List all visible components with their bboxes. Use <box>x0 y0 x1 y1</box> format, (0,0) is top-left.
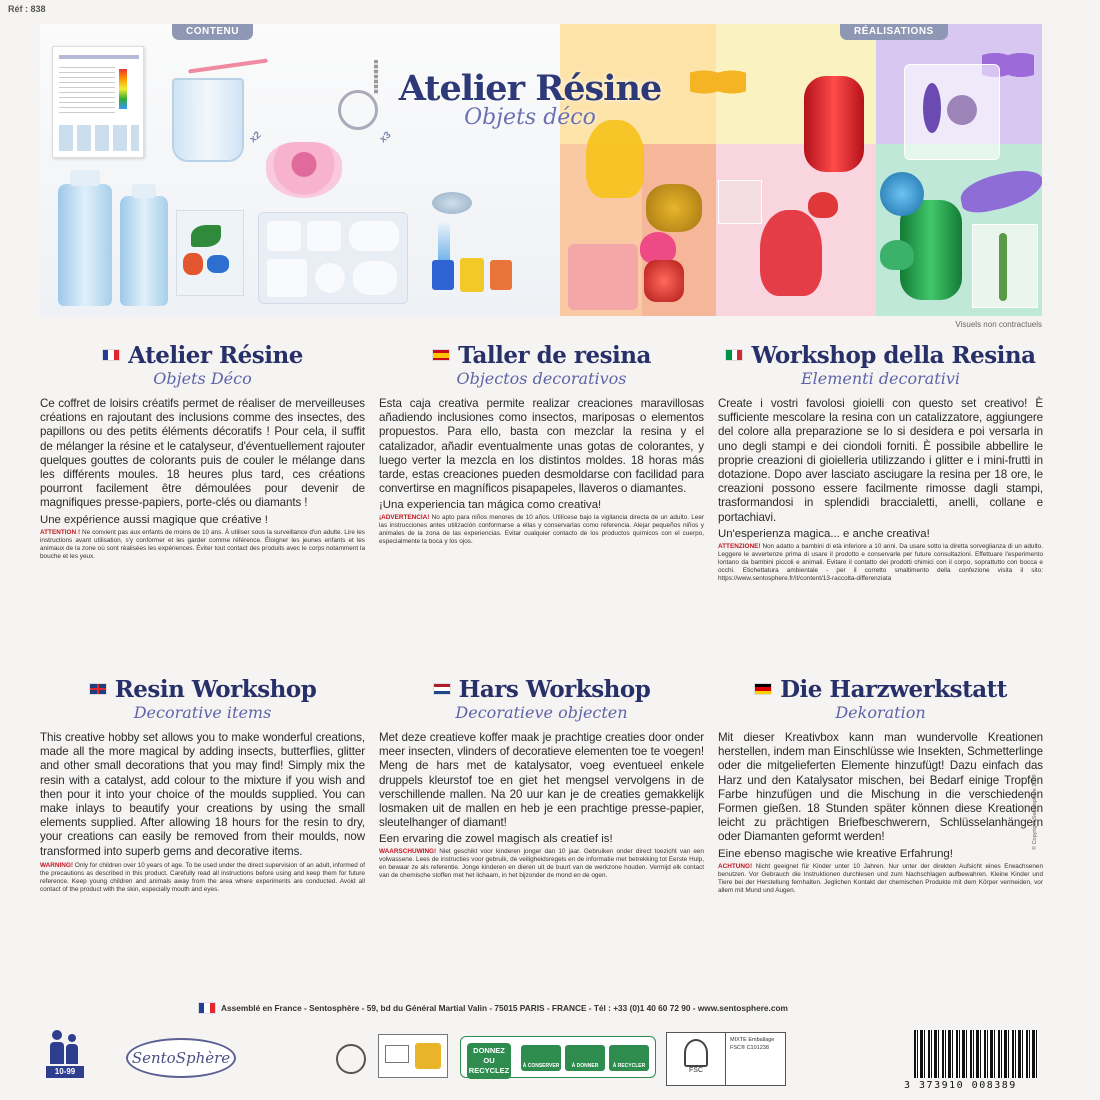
block-title: Hars Workshop <box>458 675 651 703</box>
block-nl <box>379 674 704 880</box>
block-body: Esta caja creativa permite realizar creaciones maravillosas añadiendo inclusiones como insectos, mariposas o elementos propuestos. Para ello, basta con mezclar la resina y el catalizador, añadir eventualmente unas gotas de colorantes, y luego verter la mezcla en los distintos moldes. 18 horas más tarde, estas creaciones pueden desmoldarse con facilidad para convertirse en magníficos pisapapeles, llaveros o diamantes. <box>379 397 704 496</box>
flag-nl-icon <box>433 683 451 695</box>
block-title: Taller de resina <box>458 341 651 369</box>
block-body: Met deze creatieve koffer maak je prachtige creaties door onder meer insecten, vlinders of decoratieve elementen toe te voegen! Meng de hars met de katalysator, voeg eventueel enkele druppels kleurstof toe en giet het mengsel vervolgens in de verschillende mallen. Na 20 uur kan je de creaties gemakkelijk losmaken uit de mallen en heb je een prachtige presse-papier, sleutelhanger of diamant! <box>379 731 704 830</box>
warning-label: ¡ADVERTENCIA! <box>379 514 430 522</box>
brand-logo: SentoSphère <box>126 1038 236 1078</box>
address-line <box>198 1002 788 1014</box>
silicone-mould-image <box>258 212 408 304</box>
product-title: Atelier Résine <box>398 68 662 109</box>
bottle-cap <box>132 184 156 198</box>
block-de <box>718 674 1043 895</box>
warning-label: ATTENTION ! <box>40 528 81 536</box>
keyring-chain <box>374 60 378 94</box>
block-subtitle: Objectos decorativos <box>456 369 627 388</box>
block-body: Ce coffret de loisirs créatifs permet de réaliser de merveilleuses créations en rajoutant des inclusions comme des insectes, des papillons ou des petits éléments décoratifs ! Pour cela, il suffit de mélanger la résine et le catalyseur, d'éventuellement rajouter quelques gouttes de colorants puis de couler le mélange dans les différents moules. 18 heures plus tard, ces créations pourront facilement être démoulées pour devenir de magnifiques presse-papiers, porte-clés ou diamants ! <box>40 397 365 510</box>
block-warning <box>379 848 704 880</box>
red-figure-image <box>760 210 822 296</box>
block-tagline: Eine ebenso magische wie kreative Erfahrung! <box>718 847 953 860</box>
resin-bottle-large <box>58 184 112 306</box>
tab-realisations: RÉALISATIONS <box>840 24 948 40</box>
block-tagline: Un'esperienza magica... e anche creativa! <box>718 527 930 540</box>
flag-de-icon <box>754 683 772 695</box>
donnez-option: À RECYCLER <box>609 1045 649 1071</box>
donnez-option: À DONNER <box>565 1045 605 1071</box>
warning-text: Ne convient pas aux enfants de moins de 10 ans. À utiliser sous la surveillance d'un adulte. Lire les instructions avant utilisation, s'y conformer et les garder comme référence. Éloigner les jeunes enfants et les animaux de la zone où sont réalisées les expériences. Éviter tout contact des produits avec le corps notamment la bouche et les yeux. <box>40 528 365 560</box>
warning-label: ATTENZIONE! <box>718 542 761 550</box>
red-heart-image <box>808 192 838 218</box>
catalyst-bottle <box>120 196 168 306</box>
visuals-note: Visuels non contractuels <box>955 320 1042 329</box>
block-warning <box>718 863 1043 895</box>
product-subtitle: Objets déco <box>464 105 596 130</box>
flag-fr-icon <box>102 349 120 361</box>
colorant-yellow <box>460 258 484 292</box>
age-icon <box>46 1030 84 1078</box>
instruction-sheet-image <box>52 46 144 158</box>
block-subtitle: Elementi decorativi <box>800 369 961 388</box>
block-body: Mit dieser Kreativbox kann man wundervolle Kreationen herstellen, indem man Einschlüsse wie Insekten, Schmetterlinge oder die mitgelieferten Elemente hinzufügt! Dazu einfach das Harz und den Katalysator mischen, bei Bedarf einige Tropfen Farbe hinzufügen und die Mischung in die verschiedenen Formen gießen. 18 Stunden später können diese Kreationen leicht zu prächtigen Briefbeschwerern, Schlüsselanhängern oder Diamanten geformt werden! <box>718 731 1043 844</box>
block-tagline: ¡Una experiencia tan mágica como creativa! <box>379 499 602 512</box>
block-warning <box>718 543 1043 583</box>
measuring-cup-image <box>172 78 244 162</box>
address-text: Assemblé en France - Sentosphère - 59, bd du Général Martial Valin - 75015 PARIS - FRANCE - Tél : +33 (0)1 40 60 72 90 - www.sentosphere.com <box>221 1003 788 1013</box>
warning-text: Only for children over 10 years of age. To be used under the direct supervision of an adult, informed of the precautions as described in this product. Carefully read all instructions before using and keep them for future reference. Keep young children and animals away from the area where experiments are conducted. Avoid all contact of the product with the skin, especially mouth and eyes. <box>40 861 365 893</box>
barcode-number: 3 373910 008389 <box>904 1080 1017 1091</box>
reference-number: Réf : 838 <box>8 4 46 14</box>
blue-gem-image <box>880 172 924 216</box>
triman-icon <box>378 1034 448 1078</box>
leaf-block-image <box>568 244 638 310</box>
warning-text: No apto para niños menores de 10 años. Utilícese bajo la vigilancia directa de un adulto. Leer las instrucciones antes utilización conformarse a ellas y conservarlas como referencia. Alejar pequeños niños y animales de la zona de las experiencias. Evitar cualquier contacto de los productos químicos con el cuerpo, especialmente la boca y los ojos. <box>379 514 704 546</box>
green-heart-image <box>880 240 914 270</box>
copyright-note: © Copyright Sentosphère 2019 <box>1032 774 1038 850</box>
glitter-pot-image <box>432 192 472 214</box>
block-en <box>40 674 365 894</box>
red-car-image <box>804 76 864 172</box>
block-subtitle: Objets Déco <box>153 369 252 388</box>
block-warning <box>40 862 365 894</box>
block-subtitle: Dekoration <box>835 703 926 722</box>
warning-text: Non adatto a bambini di età inferiore a 10 anni. Da usare sotto la diretta sorveglianza di un adulto. Leggere le avvertenze prima di usare il prodotto e conservarle per future consultazioni. Effettuare l'esperimento lontano da bambini piccoli e animali. Evitare il contatto dei prodotti chimici con il corpo, soprattutto con bocca e occhi. Etichettatura ambientale - per il corretto smaltimento della confezione visita il sito: https://www.sentosphere.fr/it/content/13-raccolta-differenziata <box>718 542 1043 582</box>
block-warning <box>40 529 365 561</box>
yellow-figure-image <box>586 120 644 198</box>
product-banner <box>40 24 1042 316</box>
cups-count-badge: x2 <box>247 129 264 146</box>
keyrings-count-badge: x3 <box>377 129 394 146</box>
block-warning <box>379 514 704 546</box>
flag-uk-icon <box>89 683 107 695</box>
footer-logos <box>0 1026 1100 1096</box>
yellow-butterfly-image <box>690 62 746 102</box>
age-range: 10-99 <box>46 1066 84 1078</box>
gold-glitter-butterfly <box>646 184 702 232</box>
block-title: Atelier Résine <box>128 341 303 369</box>
banner-title <box>380 68 680 130</box>
flag-es-icon <box>432 349 450 361</box>
fsc-label: FSC <box>689 1067 703 1074</box>
colorant-red <box>490 260 512 290</box>
flower-block-image <box>904 64 1000 160</box>
block-it <box>718 340 1043 583</box>
red-gem-image <box>644 260 684 302</box>
barcode <box>904 1030 1040 1092</box>
fsc-logo <box>666 1032 726 1086</box>
warning-text: Nicht geeignet für Kinder unter 10 Jahren. Nur unter der direkten Aufsicht eines Erwachsenen benutzen. Vor Gebrauch die Instruktionen durchlesen und zum Nachschlagen aufbewahren. Kleine Kinder und Tiere bei der Herstellung fernhalten. Jeglichen Kontakt der chemischen Produkte mit dem Körper vermeiden, vor allem mit Mund und Augen. <box>718 862 1043 894</box>
fsc-info: MIXTE Emballage FSC® C101238 <box>726 1032 786 1086</box>
barcode-bars <box>914 1030 1038 1078</box>
warning-label: WAARSCHUWING! <box>379 848 437 856</box>
block-body: Create i vostri favolosi gioielli con questo set creativo! È sufficiente mescolare la resina con un catalizzatore, aggiungere del colore alla preparazione se lo si desidera e poi versarla in uno degli stampi e dei ciondoli forniti. È possibile abbellire le proprie creazioni di gioielleria utilizzando i glitter e i mini-frutti in dotazione. Dopo aver lasciato asciugare la resina per 18 ore, le creazioni possono essere facilmente rimosse dagli stampi, trasformandosi in splendidi braccialetti, anelli, collane e portachiavi. <box>718 397 1043 524</box>
flag-it-icon <box>725 349 743 361</box>
warning-label: ACHTUNG! <box>718 862 753 870</box>
colorant-blue <box>432 260 454 290</box>
tab-contents: CONTENU <box>172 24 253 40</box>
block-title: Die Harzwerkstatt <box>780 675 1007 703</box>
block-title: Workshop della Resina <box>751 341 1036 369</box>
stirrer-image <box>188 58 268 73</box>
donnez-options <box>521 1045 649 1071</box>
block-tagline: Une expérience aussi magique que créative ! <box>40 513 268 526</box>
block-tagline: Een ervaring die zowel magisch als creatief is! <box>379 833 613 846</box>
keyring-image <box>338 90 378 130</box>
flag-fr-icon <box>198 1002 216 1014</box>
block-title: Resin Workshop <box>114 675 317 703</box>
donnez-label: DONNEZ OU RECYCLEZ <box>467 1043 511 1079</box>
donnez-option: À CONSERVER <box>521 1045 561 1071</box>
bottle-cap <box>70 170 100 186</box>
block-fr <box>40 340 365 561</box>
block-subtitle: Decoratieve objecten <box>455 703 628 722</box>
donnez-recyclez-logo <box>460 1036 656 1078</box>
block-body: This creative hobby set allows you to make wonderful creations, made all the more magical by adding insects, butterflies, glitter and other small decorations that you may find! Simply mix the resin with a catalyst, add colour to the mixture if you wish and then pour it into your choice of the moulds supplied. You can make inlays to beautify your creations by using the small elements supplied. After allowing 18 hours for the resin to dry, your creations can easily be removed from their moulds, now transformed into superb gems and decorative items. <box>40 731 365 858</box>
pink-mould-image <box>266 142 342 198</box>
block-subtitle: Decorative items <box>133 703 272 722</box>
warning-label: WARNING! <box>40 861 74 869</box>
warning-text: Niet geschikt voor kinderen jonger dan 10 jaar. Gebruiken onder direct toezicht van een volwassene. Lees de instructies voor gebruik, de veiligheidsregels en de informatie met betrekking tot Eerste Hulp, en bewaar ze als referentie. Jonge kinderen en dieren uit de buurt van de werkzone houden. Vermijd elk contact van de chemische stoffen met het lichaam, in het bijzonder de mond en de ogen. <box>379 848 704 880</box>
fern-block-image <box>972 224 1038 308</box>
block-es <box>379 340 704 546</box>
inclusions-bag-image <box>176 210 244 296</box>
recycle-icon <box>336 1044 366 1074</box>
pink-block-image <box>718 180 762 224</box>
